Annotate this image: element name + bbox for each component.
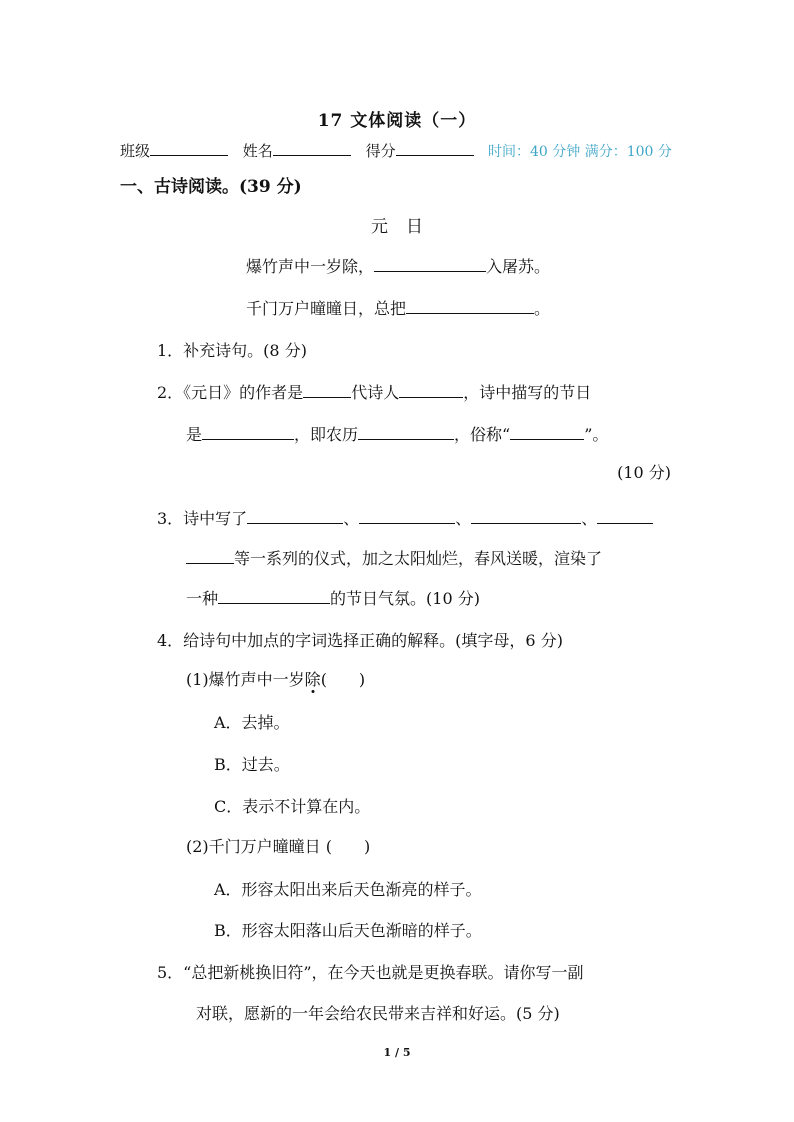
- q3-sep-1: 、: [343, 509, 360, 528]
- q2-text-d: 是: [186, 425, 203, 444]
- q2-text-f: ，俗称“: [454, 425, 511, 444]
- q4-sub1-option-a: A．去掉。: [214, 713, 290, 732]
- q3-atmosphere-blank[interactable]: [218, 587, 330, 604]
- q3-text-b: 等一系列的仪式，加之太阳灿烂，春风送暖，渲染了: [234, 549, 603, 568]
- q2-common-name-blank[interactable]: [510, 423, 584, 440]
- q3-blank-1[interactable]: [247, 507, 343, 524]
- q2-poet-blank[interactable]: [399, 381, 463, 398]
- section-title: 一、古诗阅读。(39 分): [120, 177, 302, 197]
- name-label: 姓名: [242, 142, 273, 160]
- q2-festival-blank[interactable]: [202, 423, 294, 440]
- q2-date-blank[interactable]: [358, 423, 454, 440]
- q2-text-b: 代诗人: [351, 383, 400, 402]
- poem-title: 元日: [371, 217, 441, 237]
- q3-text-c: 一种: [186, 589, 219, 608]
- q2-text-a: 2．《元日》的作者是: [157, 383, 304, 402]
- question-3-line-2: [186, 546, 602, 569]
- q2-text-c: ，诗中描写的节日: [463, 383, 592, 402]
- time-and-score-info: 时间：40 分钟 满分：100 分: [488, 144, 672, 160]
- question-4-sub-2[interactable]: (2)千门万户曈曈日 ( ): [186, 837, 371, 856]
- question-2-line-2: [186, 422, 608, 445]
- question-4: 4．给诗句中加点的字词选择正确的解释。(填字母，6 分): [157, 631, 563, 650]
- question-3-line-1: [157, 506, 653, 529]
- emphasis-dot-char: 除: [304, 670, 321, 689]
- poem-blank-2[interactable]: [406, 297, 534, 314]
- poem-line-2-start: 千门万户曈曈日，总把: [246, 299, 407, 318]
- q3-sep-3: 、: [581, 509, 598, 528]
- class-blank[interactable]: [150, 141, 228, 156]
- question-5-line-2: 对联，愿新的一年会给农民带来吉祥和好运。(5 分): [196, 1004, 560, 1023]
- score-blank[interactable]: [396, 141, 474, 156]
- name-blank[interactable]: [273, 141, 351, 156]
- q4-sub1-option-c: C．表示不计算在内。: [214, 797, 371, 816]
- poem-line-1: [246, 254, 550, 277]
- poem-line-2: [246, 296, 550, 319]
- poem-line-2-end: 。: [534, 299, 551, 318]
- q3-blank-4-start[interactable]: [597, 507, 653, 524]
- q3-text-d: 的节日气氛。(10 分): [330, 589, 480, 608]
- question-4-sub-1: [186, 667, 365, 690]
- poem-line-1-end: 入屠苏。: [486, 257, 551, 276]
- student-info-row: [120, 140, 484, 161]
- q4-sub2-option-a: A．形容太阳出来后天色渐亮的样子。: [214, 880, 482, 899]
- q4-sub2-option-b: B．形容太阳落山后天色渐暗的样子。: [214, 921, 482, 940]
- score-label: 得分: [365, 142, 396, 160]
- q3-blank-4-end[interactable]: [186, 547, 234, 564]
- q3-blank-2[interactable]: [359, 507, 455, 524]
- question-3-line-3: [186, 586, 480, 609]
- poem-blank-1[interactable]: [374, 255, 486, 272]
- question-2-line-1: [157, 380, 591, 403]
- page-number: 1 / 5: [383, 1046, 411, 1059]
- q4-sub1-option-b: B．过去。: [214, 755, 290, 774]
- question-2-score: (10 分): [617, 463, 671, 482]
- class-label: 班级: [120, 142, 151, 160]
- q4-sub1-text: (1)爆竹声中一岁: [186, 670, 305, 689]
- q2-text-g: ”。: [584, 425, 609, 444]
- poem-line-1-start: 爆竹声中一岁除，: [246, 257, 375, 276]
- question-1: 1．补充诗句。(8 分): [157, 341, 307, 360]
- q2-text-e: ，即农历: [294, 425, 359, 444]
- q3-sep-2: 、: [455, 509, 472, 528]
- question-5-line-1: 5．“总把新桃换旧符”，在今天也就是更换春联。请你写一副: [157, 963, 584, 982]
- page-title: 17 文体阅读（一）: [317, 111, 477, 131]
- q4-sub1-answer-parens[interactable]: ( ): [320, 670, 366, 689]
- q2-dynasty-blank[interactable]: [303, 381, 351, 398]
- q3-text-a: 3．诗中写了: [157, 509, 248, 528]
- q3-blank-3[interactable]: [471, 507, 581, 524]
